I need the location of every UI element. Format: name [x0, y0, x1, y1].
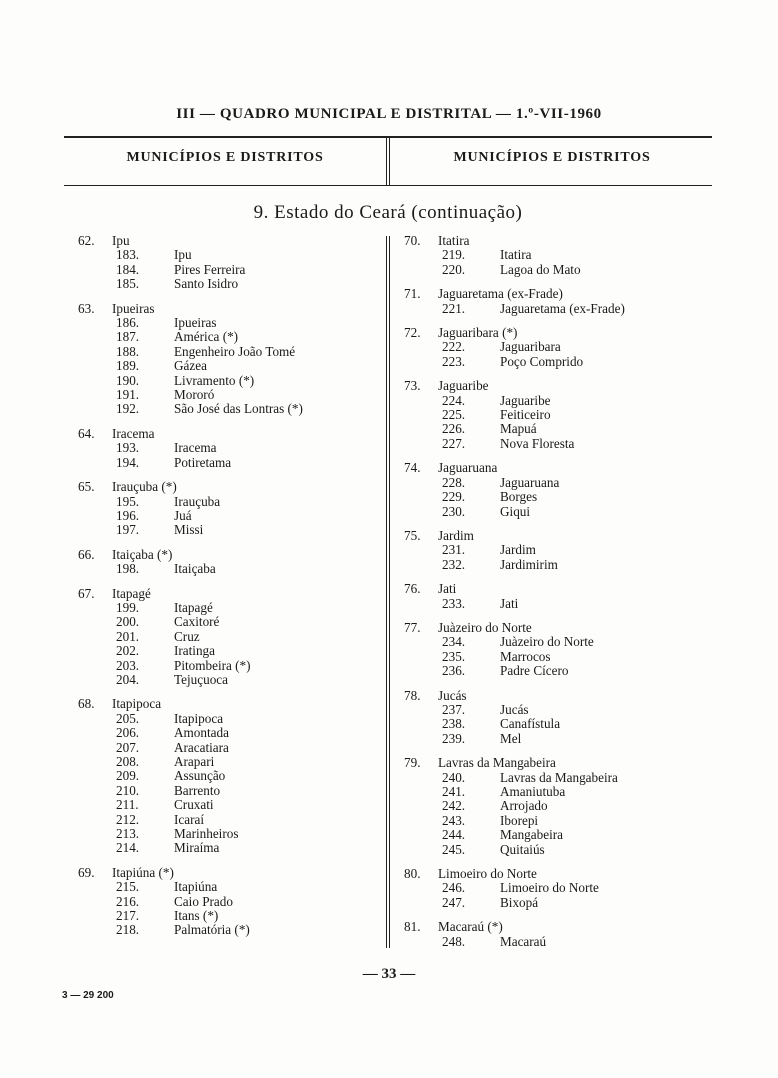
municipality-entry — [78, 866, 378, 938]
municipality-name: Limoeiro do Norte — [438, 866, 537, 882]
district-line — [78, 726, 378, 740]
municipality-line — [78, 480, 378, 494]
district-name: Itapagé — [174, 599, 213, 615]
district-line — [78, 923, 378, 937]
district-number: 201. — [116, 628, 140, 644]
district-name: Jaguaribe — [500, 392, 551, 408]
district-number: 195. — [116, 493, 140, 509]
municipality-name: Juàzeiro do Norte — [438, 619, 532, 635]
district-line — [404, 635, 704, 649]
district-line — [78, 813, 378, 827]
district-line — [78, 402, 378, 416]
district-number: 247. — [442, 894, 466, 910]
district-name: Arrojado — [500, 798, 548, 814]
district-number: 223. — [442, 353, 466, 369]
municipality-name: Ipueiras — [112, 300, 155, 316]
district-line — [78, 441, 378, 455]
municipality-line — [404, 621, 704, 635]
column-heading-left: MUNICÍPIOS E DISTRITOS — [126, 150, 324, 165]
district-number: 183. — [116, 247, 140, 263]
district-name: Missi — [174, 522, 204, 538]
district-name: Caio Prado — [174, 893, 233, 909]
district-number: 206. — [116, 725, 140, 741]
municipality-entry — [78, 587, 378, 688]
district-line — [404, 935, 704, 949]
district-line — [78, 316, 378, 330]
district-number: 230. — [442, 503, 466, 519]
district-name: Jaguaretama (ex-Frade) — [500, 300, 625, 316]
district-name: Quitaiús — [500, 841, 545, 857]
district-number: 237. — [442, 701, 466, 717]
municipality-name: Jati — [438, 581, 457, 597]
district-name: Padre Cícero — [500, 663, 569, 679]
district-line — [78, 798, 378, 812]
district-number: 203. — [116, 657, 140, 673]
district-number: 192. — [116, 401, 140, 417]
municipality-number: 67. — [78, 585, 95, 601]
municipality-name: Jardim — [438, 527, 474, 543]
district-number: 204. — [116, 671, 140, 687]
municipality-line — [404, 234, 704, 248]
district-name: Marrocos — [500, 648, 551, 664]
district-number: 199. — [116, 599, 140, 615]
municipality-name: Lavras da Mangabeira — [438, 755, 556, 771]
district-name: Nova Floresta — [500, 435, 575, 451]
imprint-code: 3 — 29 200 — [62, 990, 114, 1001]
municipality-entry — [404, 621, 704, 679]
district-name: Juá — [174, 507, 192, 523]
district-line — [78, 345, 378, 359]
district-name: Barrento — [174, 782, 221, 798]
district-name: Poço Comprido — [500, 353, 584, 369]
district-line — [404, 843, 704, 857]
district-name: Juàzeiro do Norte — [500, 634, 594, 650]
district-line — [78, 712, 378, 726]
district-line — [404, 717, 704, 731]
municipality-line — [78, 697, 378, 711]
district-name: Limoeiro do Norte — [500, 880, 599, 896]
district-line — [404, 881, 704, 895]
municipality-number: 70. — [404, 233, 421, 248]
district-name: Mangabeira — [500, 827, 563, 843]
municipality-entry — [404, 529, 704, 572]
district-name: Arapari — [174, 754, 215, 769]
district-line — [78, 827, 378, 841]
district-name: Ipueiras — [174, 315, 217, 331]
district-number: 191. — [116, 387, 140, 403]
district-line — [78, 659, 378, 673]
district-line — [404, 814, 704, 828]
district-line — [404, 597, 704, 611]
left-column — [78, 234, 378, 948]
municipality-name: Iracema — [112, 425, 155, 441]
municipality-line — [78, 302, 378, 316]
district-number: 233. — [442, 595, 466, 611]
district-number: 243. — [442, 812, 466, 828]
district-name: Ipu — [174, 247, 192, 263]
municipality-name: Jaguaretama (ex-Frade) — [438, 286, 563, 302]
page-number: — 33 — — [362, 966, 416, 982]
municipality-line — [78, 234, 378, 248]
district-line — [78, 741, 378, 755]
district-number: 231. — [442, 542, 466, 558]
district-line — [78, 909, 378, 923]
district-line — [78, 330, 378, 344]
district-name: Lagoa do Mato — [500, 261, 581, 277]
district-line — [78, 615, 378, 629]
district-line — [404, 490, 704, 504]
district-number: 226. — [442, 421, 466, 437]
municipality-line — [404, 326, 704, 340]
municipality-line — [404, 582, 704, 596]
district-number: 238. — [442, 716, 466, 732]
district-line — [404, 355, 704, 369]
municipality-entry — [404, 867, 704, 910]
district-number: 221. — [442, 300, 466, 316]
district-name: Mel — [500, 730, 522, 746]
district-name: Jardimirim — [500, 556, 558, 572]
district-number: 193. — [116, 440, 140, 456]
district-line — [404, 558, 704, 572]
district-number: 241. — [442, 784, 466, 799]
district-number: 218. — [116, 922, 140, 938]
district-name: Assunção — [174, 768, 226, 784]
district-number: 222. — [442, 339, 466, 355]
district-name: Jaguaruana — [500, 474, 560, 490]
municipality-number: 77. — [404, 619, 421, 635]
district-line — [78, 769, 378, 783]
municipality-line — [404, 689, 704, 703]
district-number: 196. — [116, 507, 140, 523]
district-number: 248. — [442, 933, 466, 949]
district-line — [404, 664, 704, 678]
district-number: 213. — [116, 826, 140, 842]
municipality-entry — [404, 234, 704, 277]
municipality-number: 73. — [404, 378, 421, 394]
district-name: Palmatória (*) — [174, 922, 250, 938]
district-number: 229. — [442, 489, 466, 505]
district-number: 185. — [116, 276, 140, 292]
district-name: Iborepi — [500, 812, 539, 828]
district-name: Giqui — [500, 503, 531, 519]
municipality-line — [404, 920, 704, 934]
district-name: Caxitoré — [174, 614, 220, 630]
district-line — [78, 630, 378, 644]
municipality-number: 72. — [404, 325, 421, 341]
municipality-number: 62. — [78, 233, 95, 248]
district-number: 235. — [442, 648, 466, 664]
district-name: Marinheiros — [174, 826, 239, 842]
column-divider-header — [386, 136, 390, 185]
municipality-number: 78. — [404, 687, 421, 703]
municipality-number: 76. — [404, 581, 421, 597]
municipality-line — [78, 587, 378, 601]
district-line — [78, 601, 378, 615]
district-line — [78, 644, 378, 658]
municipality-line — [404, 756, 704, 770]
municipality-number: 68. — [78, 696, 95, 712]
column-divider — [386, 236, 390, 948]
district-name: Itatira — [500, 247, 532, 263]
district-line — [404, 263, 704, 277]
municipality-name: Itapagé — [112, 585, 151, 601]
municipality-line — [404, 287, 704, 301]
municipality-name: Ipu — [112, 233, 130, 248]
municipality-name: Itapipoca — [112, 696, 162, 712]
district-number: 217. — [116, 908, 140, 924]
district-line — [404, 650, 704, 664]
municipality-entry — [78, 480, 378, 538]
district-number: 227. — [442, 435, 466, 451]
district-number: 240. — [442, 769, 466, 785]
district-name: Potiretama — [174, 454, 232, 470]
district-name: Itans (*) — [174, 908, 219, 924]
district-number: 189. — [116, 358, 140, 374]
district-number: 205. — [116, 710, 140, 726]
district-line — [404, 408, 704, 422]
district-number: 208. — [116, 754, 140, 769]
district-line — [404, 437, 704, 451]
district-line — [404, 896, 704, 910]
municipality-line — [404, 461, 704, 475]
municipality-number: 80. — [404, 866, 421, 882]
district-line — [404, 799, 704, 813]
district-line — [404, 771, 704, 785]
district-name: Pires Ferreira — [174, 261, 246, 277]
district-line — [78, 359, 378, 373]
district-line — [404, 394, 704, 408]
district-line — [78, 841, 378, 855]
district-name: Icaraí — [174, 811, 205, 827]
district-name: Itaiçaba — [174, 561, 216, 577]
municipality-number: 63. — [78, 300, 95, 316]
district-number: 198. — [116, 561, 140, 577]
district-name: Gázea — [174, 358, 207, 374]
district-name: São José das Lontras (*) — [174, 401, 303, 417]
district-name: Pitombeira (*) — [174, 657, 251, 673]
municipality-entry — [404, 287, 704, 316]
district-number: 224. — [442, 392, 466, 408]
district-number: 202. — [116, 643, 140, 659]
district-line — [78, 388, 378, 402]
district-line — [78, 562, 378, 576]
municipality-entry — [78, 302, 378, 417]
municipality-line — [404, 529, 704, 543]
district-line — [78, 755, 378, 769]
district-number: 187. — [116, 329, 140, 345]
municipality-entry — [404, 461, 704, 519]
district-number: 228. — [442, 474, 466, 490]
municipality-entry — [78, 234, 378, 292]
district-number: 210. — [116, 782, 140, 798]
district-number: 219. — [442, 247, 466, 263]
district-number: 245. — [442, 841, 466, 857]
district-line — [78, 509, 378, 523]
municipality-name: Jaguaruana — [438, 460, 498, 476]
district-number: 200. — [116, 614, 140, 630]
district-line — [78, 263, 378, 277]
district-line — [404, 422, 704, 436]
municipality-entry — [404, 756, 704, 857]
municipality-name: Irauçuba (*) — [112, 479, 177, 495]
district-line — [78, 523, 378, 537]
municipality-line — [78, 427, 378, 441]
right-column — [404, 234, 704, 959]
district-number: 220. — [442, 261, 466, 277]
municipality-entry — [404, 920, 704, 949]
district-name: Amontada — [174, 725, 229, 741]
municipality-number: 69. — [78, 864, 95, 880]
district-line — [404, 302, 704, 316]
district-name: Macaraú — [500, 933, 547, 949]
municipality-number: 81. — [404, 919, 421, 935]
municipality-number: 66. — [78, 546, 95, 562]
district-name: Amaniutuba — [500, 784, 566, 799]
municipality-entry — [404, 326, 704, 369]
district-name: Itapipoca — [174, 710, 224, 726]
municipality-entry — [78, 697, 378, 855]
district-number: 211. — [116, 797, 139, 813]
district-name: Jaguaribara — [500, 339, 561, 355]
district-line — [78, 248, 378, 262]
district-number: 197. — [116, 522, 140, 538]
municipality-line — [404, 379, 704, 393]
municipality-line — [404, 867, 704, 881]
municipality-name: Jaguaribara (*) — [438, 325, 518, 341]
district-name: Santo Isidro — [174, 276, 239, 292]
district-number: 212. — [116, 811, 140, 827]
district-line — [78, 374, 378, 388]
municipality-name: Itaiçaba (*) — [112, 546, 173, 562]
municipality-entry — [78, 427, 378, 470]
district-line — [78, 495, 378, 509]
district-name: Aracatiara — [174, 739, 229, 755]
district-number: 186. — [116, 315, 140, 331]
district-name: América (*) — [174, 329, 239, 345]
district-name: Bixopá — [500, 894, 539, 910]
municipality-line — [78, 548, 378, 562]
district-number: 234. — [442, 634, 466, 650]
district-name: Iracema — [174, 440, 217, 456]
municipality-number: 65. — [78, 479, 95, 495]
district-name: Engenheiro João Tomé — [174, 343, 296, 359]
district-number: 214. — [116, 840, 140, 856]
district-name: Mororó — [174, 387, 215, 403]
district-name: Miraíma — [174, 840, 220, 856]
municipality-entry — [404, 689, 704, 747]
district-name: Livramento (*) — [174, 372, 255, 388]
municipality-number: 74. — [404, 460, 421, 476]
district-number: 190. — [116, 372, 140, 388]
district-number: 216. — [116, 893, 140, 909]
district-name: Jati — [500, 595, 519, 611]
district-number: 244. — [442, 827, 466, 843]
district-number: 184. — [116, 261, 140, 277]
municipality-entry — [78, 548, 378, 577]
district-line — [404, 476, 704, 490]
district-number: 225. — [442, 407, 466, 423]
district-line — [404, 543, 704, 557]
municipality-line — [78, 866, 378, 880]
municipality-number: 71. — [404, 286, 421, 302]
district-line — [78, 895, 378, 909]
municipality-name: Jaguaribe — [438, 378, 489, 394]
district-number: 242. — [442, 798, 466, 814]
district-name: Iratinga — [174, 643, 216, 659]
running-head: III — QUADRO MUNICIPAL E DISTRITAL — 1.º-VII-1960 — [176, 106, 602, 122]
municipality-entry — [404, 582, 704, 611]
municipality-name: Itatira — [438, 233, 470, 248]
district-line — [404, 703, 704, 717]
district-number: 215. — [116, 879, 140, 895]
district-line — [78, 673, 378, 687]
column-heading-right: MUNICÍPIOS E DISTRITOS — [453, 150, 651, 165]
district-name: Itapiúna — [174, 879, 218, 895]
district-line — [404, 785, 704, 799]
section-title: 9. Estado do Ceará (continuação) — [253, 202, 523, 223]
district-line — [78, 880, 378, 894]
district-name: Feiticeiro — [500, 407, 551, 423]
district-name: Lavras da Mangabeira — [500, 769, 618, 785]
district-name: Jucás — [500, 701, 529, 717]
district-line — [404, 828, 704, 842]
district-line — [404, 732, 704, 746]
district-number: 207. — [116, 739, 140, 755]
district-name: Borges — [500, 489, 538, 505]
district-number: 209. — [116, 768, 140, 784]
district-name: Mapuá — [500, 421, 537, 437]
district-line — [78, 456, 378, 470]
district-line — [404, 505, 704, 519]
district-number: 232. — [442, 556, 466, 572]
district-line — [78, 277, 378, 291]
header-rule-bottom — [64, 185, 712, 186]
municipality-number: 64. — [78, 425, 95, 441]
district-number: 239. — [442, 730, 466, 746]
district-line — [404, 340, 704, 354]
district-number: 188. — [116, 343, 140, 359]
district-name: Cruxati — [174, 797, 214, 813]
district-number: 246. — [442, 880, 466, 896]
district-line — [404, 248, 704, 262]
district-name: Canafístula — [500, 716, 561, 732]
district-name: Tejuçuoca — [174, 671, 228, 687]
district-number: 236. — [442, 663, 466, 679]
district-line — [78, 784, 378, 798]
district-number: 194. — [116, 454, 140, 470]
municipality-entry — [404, 379, 704, 451]
municipality-name: Jucás — [438, 687, 467, 703]
district-name: Irauçuba — [174, 493, 221, 509]
district-name: Cruz — [174, 628, 200, 644]
municipality-name: Itapiúna (*) — [112, 864, 174, 880]
municipality-number: 79. — [404, 755, 421, 771]
municipality-number: 75. — [404, 527, 421, 543]
district-name: Jardim — [500, 542, 536, 558]
municipality-name: Macaraú (*) — [438, 919, 503, 935]
